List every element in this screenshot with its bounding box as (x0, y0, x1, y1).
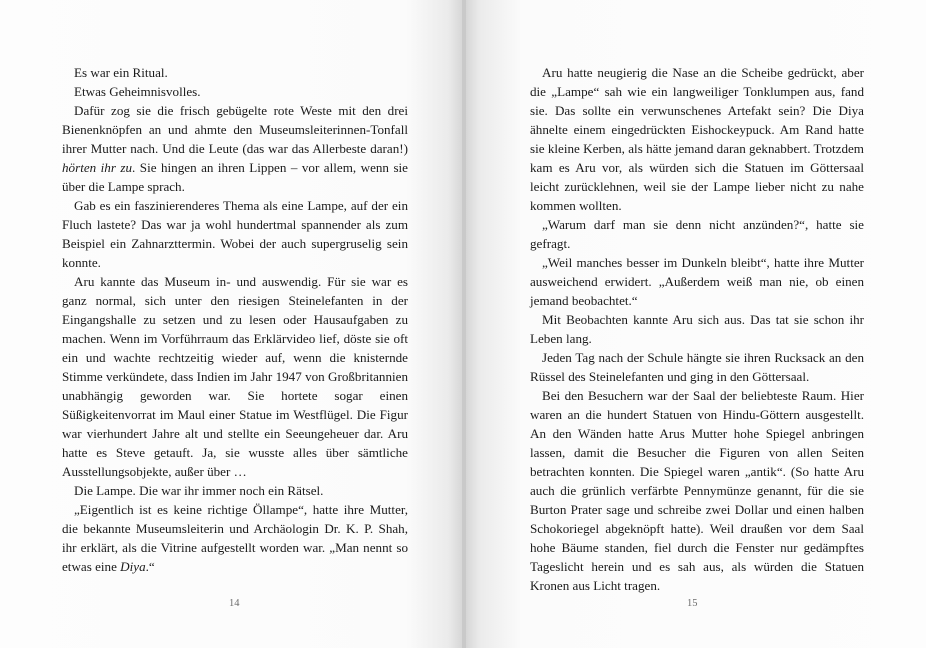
paragraph: Mit Beobachten kannte Aru sich aus. Das tat sie schon ihr Leben lang. (530, 312, 864, 346)
paragraph: Aru hatte neugierig die Nase an die Scheibe gedrückt, aber die „Lampe“ sah wie ein langweiliger Tonklumpen aus, fand sie. Das sollte ein verwunschenes Artefakt sein? Die Diya ähnelte einem eingedrückten Eishockeypuck. Am Rand hatte sie kleine Kerben, als hätte jemand daran geknabbert. Trotzdem kam es Aru vor, als würden sich die Statuen im Göttersaal leicht zurücklehnen, weil sie der Lampe lieber nicht zu nahe kommen wollten. (530, 65, 864, 213)
italic-phrase: Diya (120, 559, 146, 574)
page-number: 14 (229, 598, 240, 609)
paragraph: Etwas Geheimnisvolles. (74, 84, 201, 99)
left-page-text (62, 63, 408, 576)
paragraph: „Eigentlich ist es keine richtige Öllampe“, hatte ihre Mutter, die bekannte Museumsleiterin und Archäologin Dr. K. P. Shah, ihr erklärt, als die Vitrine aufgestellt worden war. „Man nennt so etwas eine Diya.“ (62, 502, 408, 574)
paragraph: Bei den Besuchern war der Saal der beliebteste Raum. Hier waren an die hundert Statuen von Hindu-Göttern ausgestellt. An den Wänden hatte Arus Mutter hohe Spiegel anbringen lassen, damit die Besucher die Figuren von allen Seiten betrachten konnten. Die Spiegel waren „antik“. (So hatte Aru auch die grünlich verfärbte Pennymünze genannt, für die sie Burton Prater sage und schreibe zwei Dollar und einen halben Schokoriegel abgeknöpft hatte). Weil draußen vor dem Saal hohe Bäume standen, fiel durch die Fenster nur gedämpftes Tageslicht herein und es sah aus, als würden die Statuen Kronen aus Licht tragen. (530, 388, 864, 593)
paragraph: Aru kannte das Museum in- und auswendig. Für sie war es ganz normal, sich unter den riesigen Steinelefanten in der Eingangshalle zu setzen und zu lesen oder Hausaufgaben zu machen. Wenn im Vorführraum das Erklärvideo lief, döste sie oft ein und wachte rechtzeitig wieder auf, wenn die knisternde Stimme verkündete, dass Indien im Jahr 1947 von Großbritannien unabhängig geworden war. Sie hortete sogar einen Süßigkeitenvorrat im Maul einer Statue im Westflügel. Die Figur war vierhundert Jahre alt und stellte ein Seeungeheuer dar. Aru hatte es Steve getauft. Ja, sie wusste alles über sämtliche Ausstellungsobjekte, außer über … (62, 274, 408, 479)
left-page (0, 0, 462, 648)
paragraph: Dafür zog sie die frisch gebügelte rote Weste mit den drei Bienenknöpfen an und ahmte den Museumsleiterinnen-Tonfall ihrer Mutter nach. Und die Leute (das war das Allerbeste daran!) hörten ihr zu. Sie hingen an ihren Lippen – vor allem, wenn sie über die Lampe sprach. (62, 103, 408, 194)
paragraph: Es war ein Ritual. (74, 65, 168, 80)
right-page (466, 0, 926, 648)
paragraph: „Warum darf man sie denn nicht anzünden?“, hatte sie gefragt. (530, 217, 864, 251)
paragraph: Gab es ein faszinierenderes Thema als eine Lampe, auf der ein Fluch lastete? Das war ja wohl hundertmal spannender als zum Beispiel ein Zahnarzttermin. Wobei der auch supergruselig sein konnte. (62, 198, 408, 270)
right-page-text (530, 63, 864, 595)
page-number: 15 (687, 598, 698, 609)
paragraph: Die Lampe. Die war ihr immer noch ein Rätsel. (74, 483, 324, 498)
italic-phrase: hörten ihr zu (62, 160, 133, 175)
paragraph: Jeden Tag nach der Schule hängte sie ihren Rucksack an den Rüssel des Steinelefanten und ging in den Göttersaal. (530, 350, 864, 384)
paragraph: „Weil manches besser im Dunkeln bleibt“, hatte ihre Mutter ausweichend erwidert. „Außerdem weiß man nie, ob einen jemand beobachtet.“ (530, 255, 864, 308)
